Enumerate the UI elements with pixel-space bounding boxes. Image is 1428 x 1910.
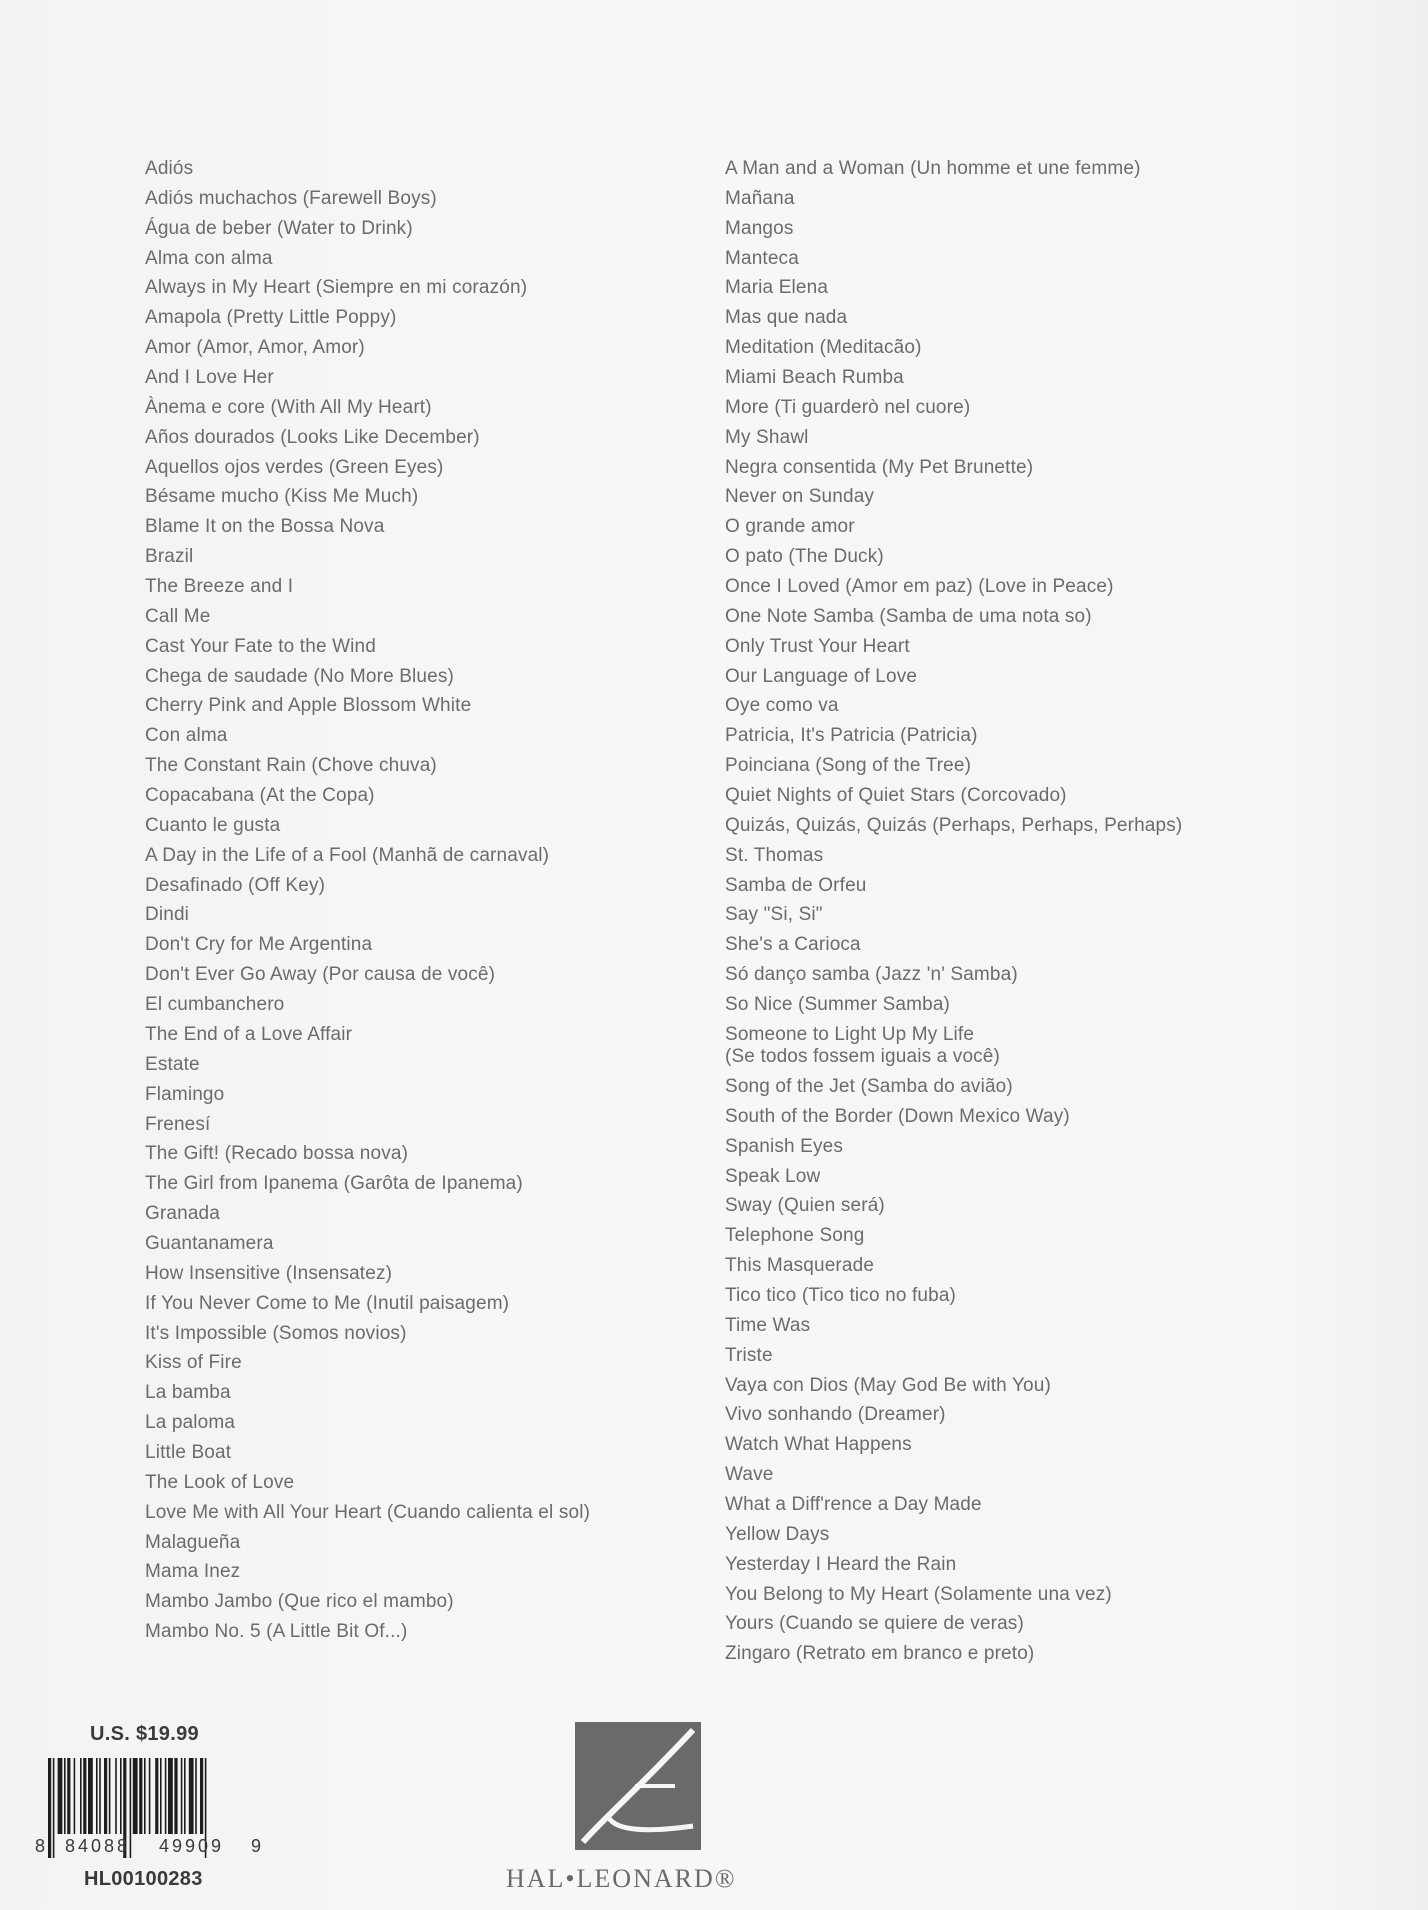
barcode-bar	[109, 1758, 111, 1834]
song-title: Copacabana (At the Copa)	[145, 785, 375, 807]
song-title: Flamingo	[145, 1083, 225, 1105]
barcode-bar	[149, 1758, 151, 1834]
song-title: Meditation (Meditacão)	[725, 337, 922, 359]
song-title: Blame It on the Bossa Nova	[145, 516, 385, 538]
song-title: Time Was	[725, 1314, 811, 1336]
song-title: The Constant Rain (Chove chuva)	[145, 755, 437, 777]
song-title: Malagueña	[145, 1531, 241, 1553]
song-title: Mas que nada	[725, 307, 848, 329]
song-title: Años dourados (Looks Like December)	[145, 426, 480, 448]
song-title: You Belong to My Heart (Solamente una vez)	[725, 1583, 1112, 1605]
barcode-bar	[189, 1758, 194, 1834]
song-title: One Note Samba (Samba de uma nota so)	[725, 605, 1092, 627]
song-title: What a Diff'rence a Day Made	[725, 1493, 982, 1515]
song-title: Vaya con Dios (May God Be with You)	[725, 1374, 1051, 1396]
song-title: Vivo sonhando (Dreamer)	[725, 1404, 946, 1426]
song-title: Triste	[725, 1344, 773, 1366]
song-title: Patricia, It's Patricia (Patricia)	[725, 725, 978, 747]
song-title: Always in My Heart (Siempre en mi corazón)	[145, 277, 528, 299]
barcode-bar	[74, 1758, 76, 1834]
song-title: Poinciana (Song of the Tree)	[725, 755, 972, 777]
song-title: Don't Ever Go Away (Por causa de você)	[145, 964, 496, 986]
song-title: The Breeze and I	[145, 576, 294, 598]
publisher-name: HAL•LEONARD®	[506, 1864, 737, 1893]
song-title: Don't Cry for Me Argentina	[145, 934, 373, 956]
song-title: Con alma	[145, 725, 228, 747]
song-title: Sway (Quien será)	[725, 1195, 885, 1217]
song-title: Só danço samba (Jazz 'n' Samba)	[725, 964, 1018, 986]
barcode-bar	[104, 1758, 107, 1834]
price-label: U.S. $19.99	[90, 1723, 199, 1745]
song-title: Once I Loved (Amor em paz) (Love in Peace)	[725, 576, 1114, 598]
song-title: Kiss of Fire	[145, 1352, 242, 1374]
song-title: Amor (Amor, Amor, Amor)	[145, 337, 365, 359]
song-title: Someone to Light Up My Life (Se todos fossem iguais a você)	[725, 1023, 1001, 1067]
hal-leonard-logo-icon	[575, 1722, 701, 1850]
barcode-bar	[88, 1758, 93, 1834]
song-title: Samba de Orfeu	[725, 874, 867, 896]
song-title: O pato (The Duck)	[725, 546, 884, 568]
song-title: Adiós	[145, 158, 194, 179]
barcode-bar	[155, 1758, 158, 1834]
song-title: My Shawl	[725, 426, 809, 448]
song-title: Frenesí	[145, 1113, 211, 1135]
song-title: Mañana	[725, 187, 795, 209]
song-title: Brazil	[145, 546, 194, 568]
song-title: Mambo Jambo (Que rico el mambo)	[145, 1591, 454, 1613]
song-title: Maria Elena	[725, 277, 829, 299]
barcode-bar	[165, 1758, 167, 1834]
song-title: Aquellos ojos verdes (Green Eyes)	[145, 456, 444, 478]
barcode-bar	[181, 1758, 183, 1834]
song-title: Cast Your Fate to the Wind	[145, 635, 376, 657]
song-title: The Look of Love	[145, 1471, 295, 1493]
barcode-bar	[144, 1758, 146, 1834]
barcode-bar	[184, 1758, 186, 1834]
song-title: Little Boat	[145, 1441, 232, 1463]
song-title: Adiós muchachos (Farewell Boys)	[145, 187, 437, 209]
song-title: It's Impossible (Somos novios)	[145, 1322, 407, 1344]
song-title: If You Never Come to Me (Inutil paisagem)	[145, 1292, 510, 1314]
song-title: Watch What Happens	[725, 1434, 912, 1456]
song-title: Mama Inez	[145, 1561, 241, 1583]
song-title: Amapola (Pretty Little Poppy)	[145, 307, 397, 329]
song-list-right-column	[725, 154, 1385, 1669]
song-title: South of the Border (Down Mexico Way)	[725, 1105, 1070, 1127]
song-title: Yellow Days	[725, 1523, 830, 1545]
song-title: Cherry Pink and Apple Blossom White	[145, 695, 472, 717]
barcode-bar	[120, 1758, 122, 1834]
barcode-bar	[168, 1758, 173, 1834]
song-title: She's a Carioca	[725, 934, 861, 956]
song-title: Bésame mucho (Kiss Me Much)	[145, 486, 419, 508]
barcode-bar	[160, 1758, 162, 1834]
song-title: And I Love Her	[145, 367, 274, 389]
barcode-bar	[80, 1758, 82, 1834]
song-title: Manteca	[725, 247, 799, 269]
song-title: More (Ti guarderò nel cuore)	[725, 396, 971, 418]
barcode-check-digit: 9	[251, 1836, 262, 1856]
song-title: A Day in the Life of a Fool (Manhã de carnaval)	[145, 844, 550, 866]
song-title: St. Thomas	[725, 844, 824, 866]
song-title: How Insensitive (Insensatez)	[145, 1262, 393, 1284]
song-title: Telephone Song	[725, 1225, 865, 1247]
song-title: Estate	[145, 1053, 200, 1075]
song-title: Quiet Nights of Quiet Stars (Corcovado)	[725, 785, 1067, 807]
song-title: This Masquerade	[725, 1255, 875, 1277]
barcode-bar	[200, 1758, 203, 1834]
catalog-number: HL00100283	[84, 1868, 203, 1890]
barcode-bar	[195, 1758, 197, 1834]
song-title: Água de beber (Water to Drink)	[145, 217, 413, 239]
song-title: The End of a Love Affair	[145, 1023, 353, 1045]
song-title: Cuanto le gusta	[145, 814, 281, 836]
barcode-bar	[58, 1758, 63, 1834]
song-title: Mambo No. 5 (A Little Bit Of...)	[145, 1621, 408, 1643]
song-title: Our Language of Love	[725, 665, 918, 687]
song-title: Say "Si, Si"	[725, 904, 823, 926]
song-title: Yours (Cuando se quiere de veras)	[725, 1613, 1024, 1635]
barcode-bar	[67, 1758, 70, 1834]
song-title: Desafinado (Off Key)	[145, 874, 326, 896]
barcode-bar	[139, 1758, 142, 1834]
song-title: Guantanamera	[145, 1232, 274, 1254]
song-title: O grande amor	[725, 516, 855, 538]
song-title: So Nice (Summer Samba)	[725, 994, 951, 1016]
barcode-bar	[133, 1758, 138, 1834]
barcode-lead-digit: 8	[35, 1836, 46, 1856]
barcode-bar	[115, 1758, 117, 1834]
song-title: Mangos	[725, 217, 794, 239]
barcode-group-1: 84088	[65, 1836, 131, 1856]
song-title: The Gift! (Recado bossa nova)	[145, 1143, 409, 1165]
song-list-left-column	[145, 154, 685, 1647]
song-title: The Girl from Ipanema (Garôta de Ipanema)	[145, 1173, 523, 1195]
song-title: Speak Low	[725, 1165, 821, 1187]
song-title: Yesterday I Heard the Rain	[725, 1553, 957, 1575]
song-title: Love Me with All Your Heart (Cuando calienta el sol)	[145, 1501, 591, 1523]
barcode-bar	[174, 1758, 177, 1834]
barcode-bar	[96, 1758, 98, 1834]
song-title: La bamba	[145, 1382, 231, 1404]
song-title: Tico tico (Tico tico no fuba)	[725, 1284, 957, 1306]
song-title: Zingaro (Retrato em branco e preto)	[725, 1643, 1035, 1665]
song-title: Granada	[145, 1203, 220, 1225]
song-title: Call Me	[145, 605, 211, 627]
song-title: Spanish Eyes	[725, 1135, 843, 1157]
song-title: Oye como va	[725, 695, 839, 717]
song-title: El cumbanchero	[145, 994, 285, 1016]
song-title: A Man and a Woman (Un homme et une femme)	[725, 158, 1141, 179]
song-title: Only Trust Your Heart	[725, 635, 910, 657]
song-title: Alma con alma	[145, 247, 273, 269]
barcode-digits	[35, 1836, 265, 1858]
song-title: Chega de saudade (No More Blues)	[145, 665, 454, 687]
song-title: Miami Beach Rumba	[725, 367, 904, 389]
song-title: Never on Sunday	[725, 486, 875, 508]
song-title: Ànema e core (With All My Heart)	[145, 396, 432, 418]
barcode-bar	[99, 1758, 101, 1834]
song-title: Song of the Jet (Samba do avião)	[725, 1075, 1013, 1097]
barcode-group-2: 49909	[159, 1836, 225, 1856]
song-title: Negra consentida (My Pet Brunette)	[725, 456, 1034, 478]
song-title: Quizás, Quizás, Quizás (Perhaps, Perhaps, Perhaps)	[725, 814, 1183, 836]
barcode-bar	[83, 1758, 86, 1834]
song-title: La paloma	[145, 1412, 236, 1434]
barcode-bar	[64, 1758, 66, 1834]
song-title: Dindi	[145, 904, 190, 926]
song-title: Wave	[725, 1464, 774, 1486]
